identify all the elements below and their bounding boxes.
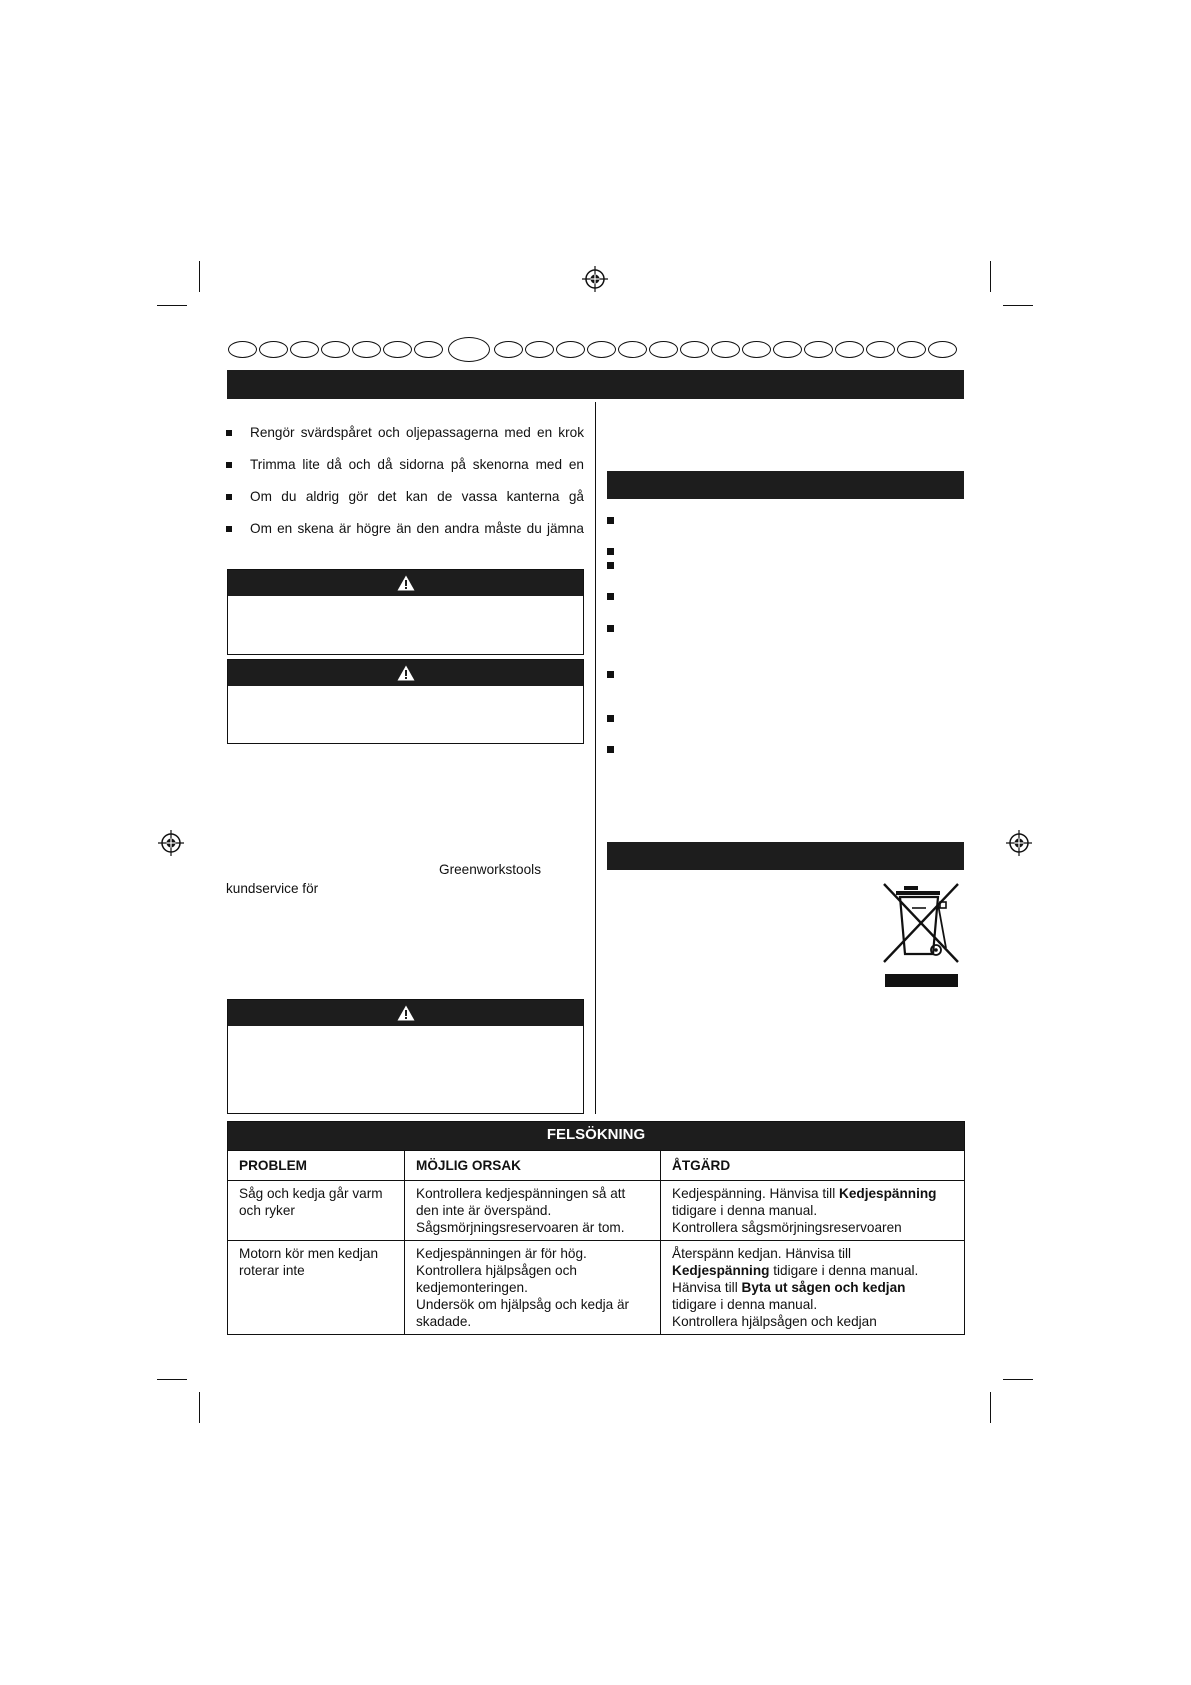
table-title-row [228, 1122, 965, 1151]
bold-reference: Kedjespänning [839, 1186, 937, 1201]
list-item [226, 424, 584, 456]
language-tab[interactable] [290, 341, 319, 358]
language-tab[interactable] [321, 341, 350, 358]
language-tab[interactable] [525, 341, 554, 358]
warning-header [228, 570, 583, 596]
language-tab[interactable] [897, 341, 926, 358]
crop-mark [1003, 305, 1033, 306]
action-cell [661, 1241, 965, 1335]
bullet-square-icon [607, 625, 614, 632]
table-row [228, 1181, 965, 1241]
language-tab[interactable] [804, 341, 833, 358]
language-tab[interactable] [383, 341, 412, 358]
bold-reference: Byta ut sågen och kedjan [741, 1280, 906, 1295]
cell-line: Kontrollera hjälpsågen och [416, 1263, 577, 1278]
cell-line [672, 1296, 954, 1313]
language-tab[interactable] [680, 341, 709, 358]
language-tab[interactable] [711, 341, 740, 358]
troubleshooting-table [227, 1121, 965, 1335]
warning-box [227, 569, 584, 655]
warning-triangle-icon [397, 575, 415, 591]
text-run: tidigare i denna manual. [769, 1263, 919, 1278]
text-run: Kontrollera hjälpsågen och kedjan [672, 1314, 877, 1329]
text-run: tidigare i denna manual. [672, 1203, 818, 1218]
bullet-square-icon [226, 462, 232, 468]
cell-line: kedjemonteringen. [416, 1280, 528, 1295]
cell-line [672, 1262, 954, 1279]
cell-line [672, 1279, 954, 1296]
cell-line [672, 1313, 954, 1330]
language-tab[interactable] [928, 341, 957, 358]
registration-mark-icon [1006, 830, 1032, 856]
cell-line: roterar inte [239, 1263, 305, 1278]
cell-line [672, 1219, 954, 1236]
bullet-square-icon [607, 548, 614, 555]
cell-line [672, 1245, 954, 1262]
bullet-text: Rengör svärdspåret och oljepassagerna med en krok [250, 425, 584, 440]
language-tab[interactable] [835, 341, 864, 358]
crop-mark [157, 305, 187, 306]
registration-mark-icon [582, 266, 608, 292]
language-tab[interactable] [228, 341, 257, 358]
bullet-square-icon [607, 746, 614, 753]
language-tab[interactable] [494, 341, 523, 358]
language-tab[interactable] [649, 341, 678, 358]
registration-mark-icon [158, 830, 184, 856]
cell-line: Motorn kör men kedjan [239, 1246, 379, 1261]
warning-triangle-icon [397, 665, 415, 681]
crop-mark [157, 1379, 187, 1380]
section-header-bar [607, 842, 964, 870]
column-divider [595, 402, 596, 1114]
cause-cell [405, 1241, 661, 1335]
warning-box [227, 659, 584, 744]
bullet-text: Trimma lite då och då sidorna på skenorna med en [250, 457, 584, 472]
cell-line: skadade. [416, 1314, 472, 1329]
section-header-bar [227, 370, 964, 399]
crop-mark [199, 1392, 200, 1423]
crop-mark [1003, 1379, 1033, 1380]
bullet-square-icon [226, 526, 232, 532]
troubleshooting-title: FELSÖKNING [228, 1122, 965, 1151]
language-tab[interactable] [556, 341, 585, 358]
warning-header [228, 1000, 583, 1026]
language-tab-active[interactable] [448, 337, 490, 362]
text-run: Hänvisa till [672, 1280, 742, 1295]
warning-box [227, 999, 584, 1114]
cell-line: Såg och kedja går varm [239, 1186, 383, 1201]
list-item [226, 488, 584, 520]
bullet-text: Om en skena är högre än den andra måste du jämna [250, 521, 584, 536]
language-tab[interactable] [259, 341, 288, 358]
language-tab[interactable] [866, 341, 895, 358]
language-tab[interactable] [414, 341, 443, 358]
text-run: Kedjespänning. Hänvisa till [672, 1186, 840, 1201]
list-item [226, 456, 584, 488]
cause-cell [405, 1181, 661, 1241]
bullet-square-icon [607, 517, 614, 524]
table-header-row [228, 1151, 965, 1181]
cell-line: och ryker [239, 1203, 295, 1218]
language-tab[interactable] [587, 341, 616, 358]
column-header-action: ÅTGÄRD [661, 1151, 965, 1181]
warning-header [228, 660, 583, 686]
cell-line [672, 1202, 954, 1219]
bullet-square-icon [607, 593, 614, 600]
cell-line [672, 1185, 954, 1202]
bullet-text: Om du aldrig gör det kan de vassa kanterna gå [250, 489, 584, 504]
warning-triangle-icon [397, 1005, 415, 1021]
language-tab[interactable] [618, 341, 647, 358]
cell-line: den inte är överspänd. [416, 1203, 552, 1218]
service-brand-text: Greenworkstools [439, 862, 541, 877]
crop-mark [990, 261, 991, 292]
service-line-text: kundservice för [226, 881, 319, 896]
section-header-bar [607, 471, 964, 499]
column-header-cause: MÖJLIG ORSAK [405, 1151, 661, 1181]
text-run: tidigare i denna manual. [672, 1297, 818, 1312]
bold-reference: Kedjespänning [672, 1263, 770, 1278]
table-row [228, 1241, 965, 1335]
column-header-problem: PROBLEM [228, 1151, 405, 1181]
language-tab[interactable] [773, 341, 802, 358]
cell-line: Kedjespänningen är för hög. [416, 1246, 587, 1261]
list-item [226, 520, 584, 552]
cell-line: Undersök om hjälpsåg och kedja är [416, 1297, 630, 1312]
bullet-square-icon [607, 715, 614, 722]
crop-mark [199, 261, 200, 292]
language-tab[interactable] [352, 341, 381, 358]
cell-line: Kontrollera kedjespänningen så att [416, 1186, 626, 1201]
text-run: Återspänn kedjan. Hänvisa till [672, 1246, 852, 1261]
crop-mark [990, 1392, 991, 1423]
action-cell [661, 1181, 965, 1241]
problem-cell [228, 1181, 405, 1241]
bullet-square-icon [226, 494, 232, 500]
bullet-square-icon [607, 671, 614, 678]
problem-cell [228, 1241, 405, 1335]
bullet-square-icon [607, 562, 614, 569]
maintenance-bullet-list [226, 424, 584, 552]
text-run: Kontrollera sågsmörjningsreservoaren [672, 1220, 902, 1235]
cell-line: Sågsmörjningsreservoaren är tom. [416, 1220, 625, 1235]
language-tab[interactable] [742, 341, 771, 358]
bullet-square-icon [226, 430, 232, 436]
crossed-out-bin-icon [882, 882, 962, 988]
